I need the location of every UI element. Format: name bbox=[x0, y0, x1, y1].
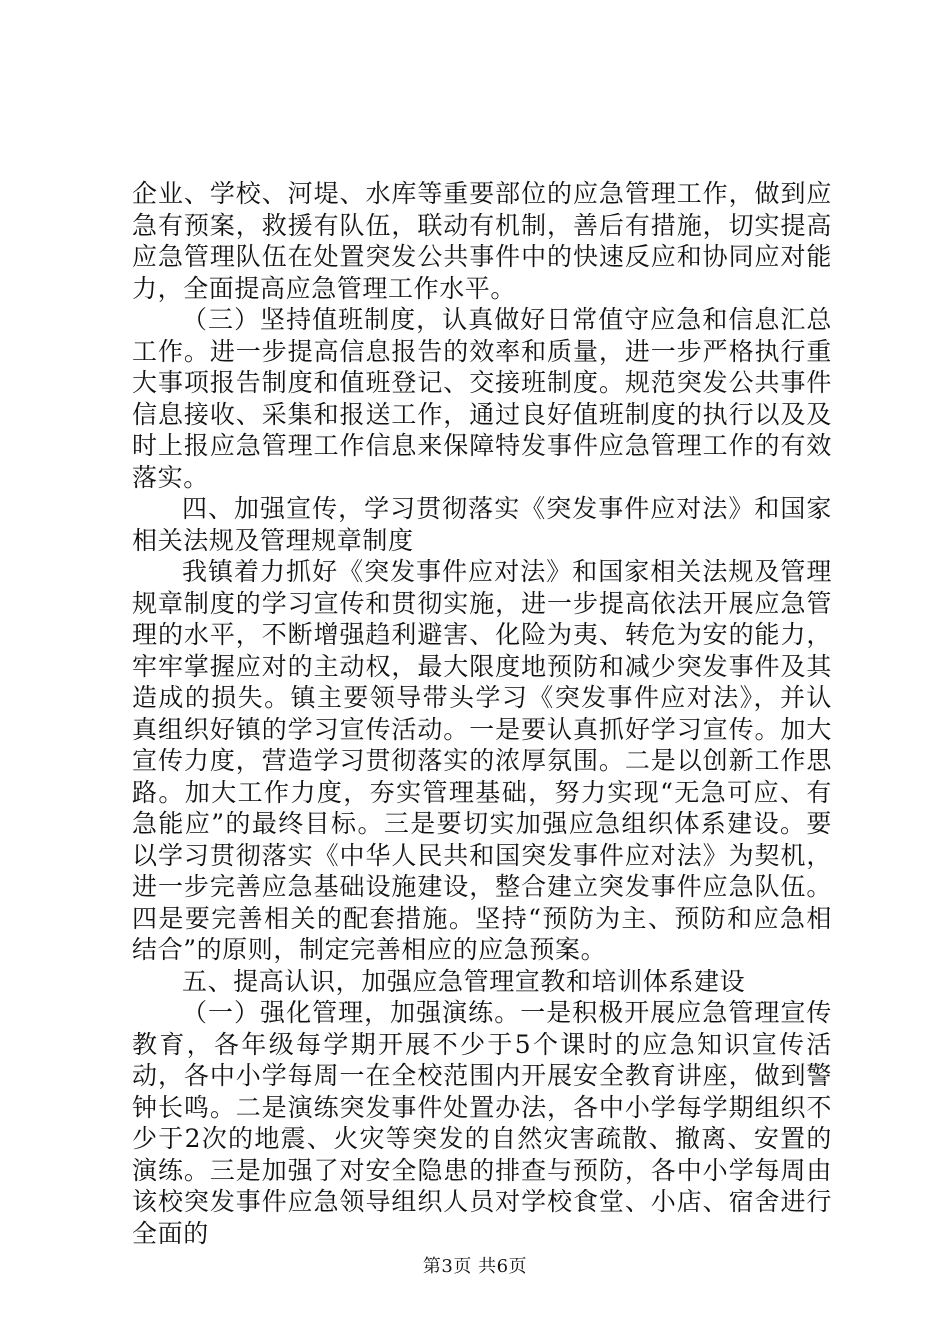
body-text bbox=[132, 178, 832, 1249]
paragraph: 企业、学校、河堤、水库等重要部位的应急管理工作，做到应急有预案，救援有队伍，联动有机制，善后有措施，切实提高应急管理队伍在处置突发公共事件中的快速反应和协同应对能力，全面提高应急管理工作水平。 bbox=[132, 179, 832, 303]
paragraph: 我镇着力抓好《突发事件应对法》和国家相关法规及管理规章制度的学习宣传和贯彻实施，进一步提高依法开展应急管理的水平，不断增强趋利避害、化险为夷、转危为安的能力，牢牢掌握应对的主动权，最大限度地预防和减少突发事件及其造成的损失。镇主要领导带头学习《突发事件应对法》，并认真组织好镇的学习宣传活动。一是要认真抓好学习宣传。加大宣传力度，营造学习贯彻落实的浓厚氛围。二是以创新工作思路。加大工作力度，夯实管理基础，努力实现“无急可应、有急能应”的最终目标。三是要切实加强应急组织体系建设。要以学习贯彻落实《中华人民共和国突发事件应对法》为契机，进一步完善应急基础设施建设，整合建立突发事件应急队伍。四是要完善相关的配套措施。坚持“预防为主、预防和应急相结合”的原则，制定完善相应的应急预案。 bbox=[132, 557, 832, 964]
page-number-footer: 第3页 共6页 bbox=[422, 1256, 528, 1277]
paragraph: （一）强化管理，加强演练。一是积极开展应急管理宣传教育，各年级每学期开展不少于5个课时的应急知识宣传活动，各中小学每周一在全校范围内开展安全教育讲座，做到警钟长鸣。二是演练突发事件处置办法，各中小学每学期组织不少于2次的地震、火灾等突发的自然灾害疏散、撤离、安置的演练。三是加强了对安全隐患的排查与预防，各中小学每周由该校突发事件应急领导组织人员对学校食堂、小店、宿舍进行全面的 bbox=[132, 998, 832, 1248]
section-heading: 四、加强宣传，学习贯彻落实《突发事件应对法》和国家相关法规及管理规章制度 bbox=[132, 494, 832, 555]
section-heading: 五、提高认识，加强应急管理宣教和培训体系建设 bbox=[182, 966, 746, 996]
paragraph: （三）坚持值班制度，认真做好日常值守应急和信息汇总工作。进一步提高信息报告的效率和质量，进一步严格执行重大事项报告制度和值班登记、交接班制度。规范突发公共事件信息接收、采集和报送工作，通过良好值班制度的执行以及及时上报应急管理工作信息来保障特发事件应急管理工作的有效落实。 bbox=[132, 305, 832, 492]
